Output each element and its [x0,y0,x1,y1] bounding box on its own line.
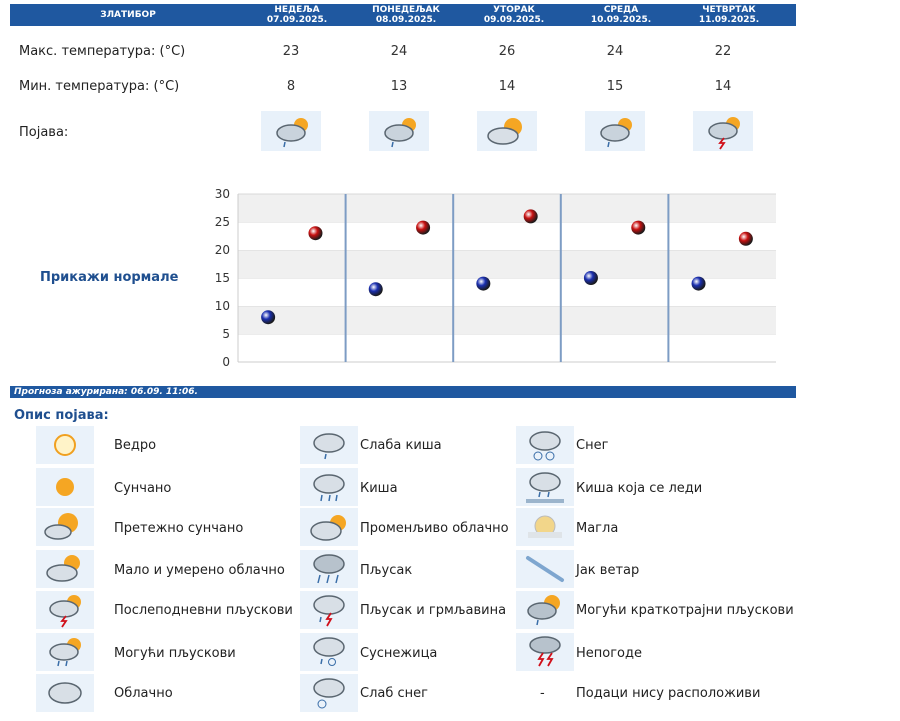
legend-label: Слаб снег [360,686,428,701]
rain-icon [300,468,358,506]
day-header: ЧЕТВРТАК 11.09.2025. [698,5,760,25]
y-tick-label: 10 [214,299,230,313]
min-temp-value: 14 [714,79,732,94]
forecast-header [10,4,796,26]
partly-cloudy-icon [36,550,94,588]
legend-label: Непогоде [576,646,642,661]
afternoon-storm-icon [36,591,94,629]
legend-label: Пљусак [360,563,413,578]
legend-label: Слаба киша [360,438,442,453]
legend-label: Пљусак и грмљавина [360,603,507,618]
snow-icon [516,426,574,464]
legend-title: Опис појава: [14,408,109,423]
max-temp-value: 24 [390,44,408,59]
short-shower-icon [516,591,574,629]
possible-shower-icon [36,633,94,671]
max-temp-point [416,221,430,235]
severe-storm-icon [516,633,574,671]
sun-icon [36,468,94,506]
freezing-rain-icon [516,468,574,506]
storm-icon [693,111,753,151]
grid-band [238,250,776,278]
day-header: УТОРАК 09.09.2025. [483,5,545,25]
cloud-sun-rain-icon [369,111,429,151]
max-temp-label: Макс. температура: (°C) [19,44,186,59]
cloud-sun-rain-icon [585,111,645,151]
min-temp-point [261,310,275,324]
sun-outline-icon [36,426,94,464]
max-temp-value: 23 [282,44,300,59]
min-temp-point [584,271,598,285]
city-name: ЗЛАТИБОР [100,10,156,20]
legend-label: Сунчано [114,481,172,496]
cloud-icon [36,674,94,712]
forecast-updated-text: Прогноза ажурирана: 06.09. 11:06. [14,387,198,397]
no-data-icon: - [540,686,545,701]
cloud-sun-rain-icon [261,111,321,151]
max-temp-value: 24 [606,44,624,59]
min-temp-value: 14 [498,79,516,94]
day-header: НЕДЕЉА 07.09.2025. [266,5,328,25]
day-header: СРЕДА 10.09.2025. [590,5,652,25]
legend-label: Облачно [114,686,173,701]
y-tick-label: 25 [214,215,230,229]
y-tick-label: 30 [214,187,230,201]
grid-band [238,306,776,334]
min-temp-value: 13 [390,79,408,94]
mostly-sunny-icon [36,508,94,546]
fog-icon [516,508,574,546]
legend-label: Подаци нису расположиви [576,686,761,701]
legend-label: Киша која се леди [576,481,703,496]
partly-cloudy-icon [477,111,537,151]
shower-icon [300,550,358,588]
min-temp-value: 15 [606,79,624,94]
y-tick-label: 20 [214,243,230,257]
legend-label: Претежно сунчано [114,521,244,536]
legend-label: Послеподневни пљускови [114,603,293,618]
y-tick-label: 5 [222,327,230,341]
variable-cloud-icon [300,508,358,546]
legend-label: Ведро [114,438,157,453]
grid-band [238,194,776,222]
legend-label: Магла [576,521,619,536]
max-temp-point [308,226,322,240]
min-temp-point [476,277,490,291]
temperature-chart [200,182,780,372]
min-temp-point [692,277,706,291]
grid-band [238,334,776,362]
forecast-updated-bar [10,386,796,398]
min-temp-label: Мин. температура: (°C) [19,79,180,94]
legend-label: Могући пљускови [114,646,236,661]
thunderstorm-icon [300,591,358,629]
legend-label: Јак ветар [576,563,640,578]
max-temp-point [631,221,645,235]
light-snow-icon [300,674,358,712]
show-normals-link[interactable]: Прикажи нормале [40,270,179,285]
legend-label: Променљиво облачно [360,521,509,536]
strong-wind-icon [516,550,574,588]
legend-label: Мало и умерено облачно [114,563,285,578]
max-temp-value: 26 [498,44,516,59]
y-tick-label: 0 [222,355,230,369]
y-tick-label: 15 [214,271,230,285]
max-temp-point [739,232,753,246]
legend-label: Киша [360,481,398,496]
legend-label: Суснежица [360,646,438,661]
min-temp-point [369,282,383,296]
legend-label: Снег [576,438,609,453]
max-temp-value: 22 [714,44,732,59]
day-header: ПОНЕДЕЉАК 08.09.2025. [372,5,440,25]
legend-label: Могући краткотрајни пљускови [576,603,794,618]
sleet-icon [300,633,358,671]
max-temp-point [524,209,538,223]
phenomenon-label: Појава: [19,125,69,140]
min-temp-value: 8 [286,79,296,94]
light-rain-icon [300,426,358,464]
